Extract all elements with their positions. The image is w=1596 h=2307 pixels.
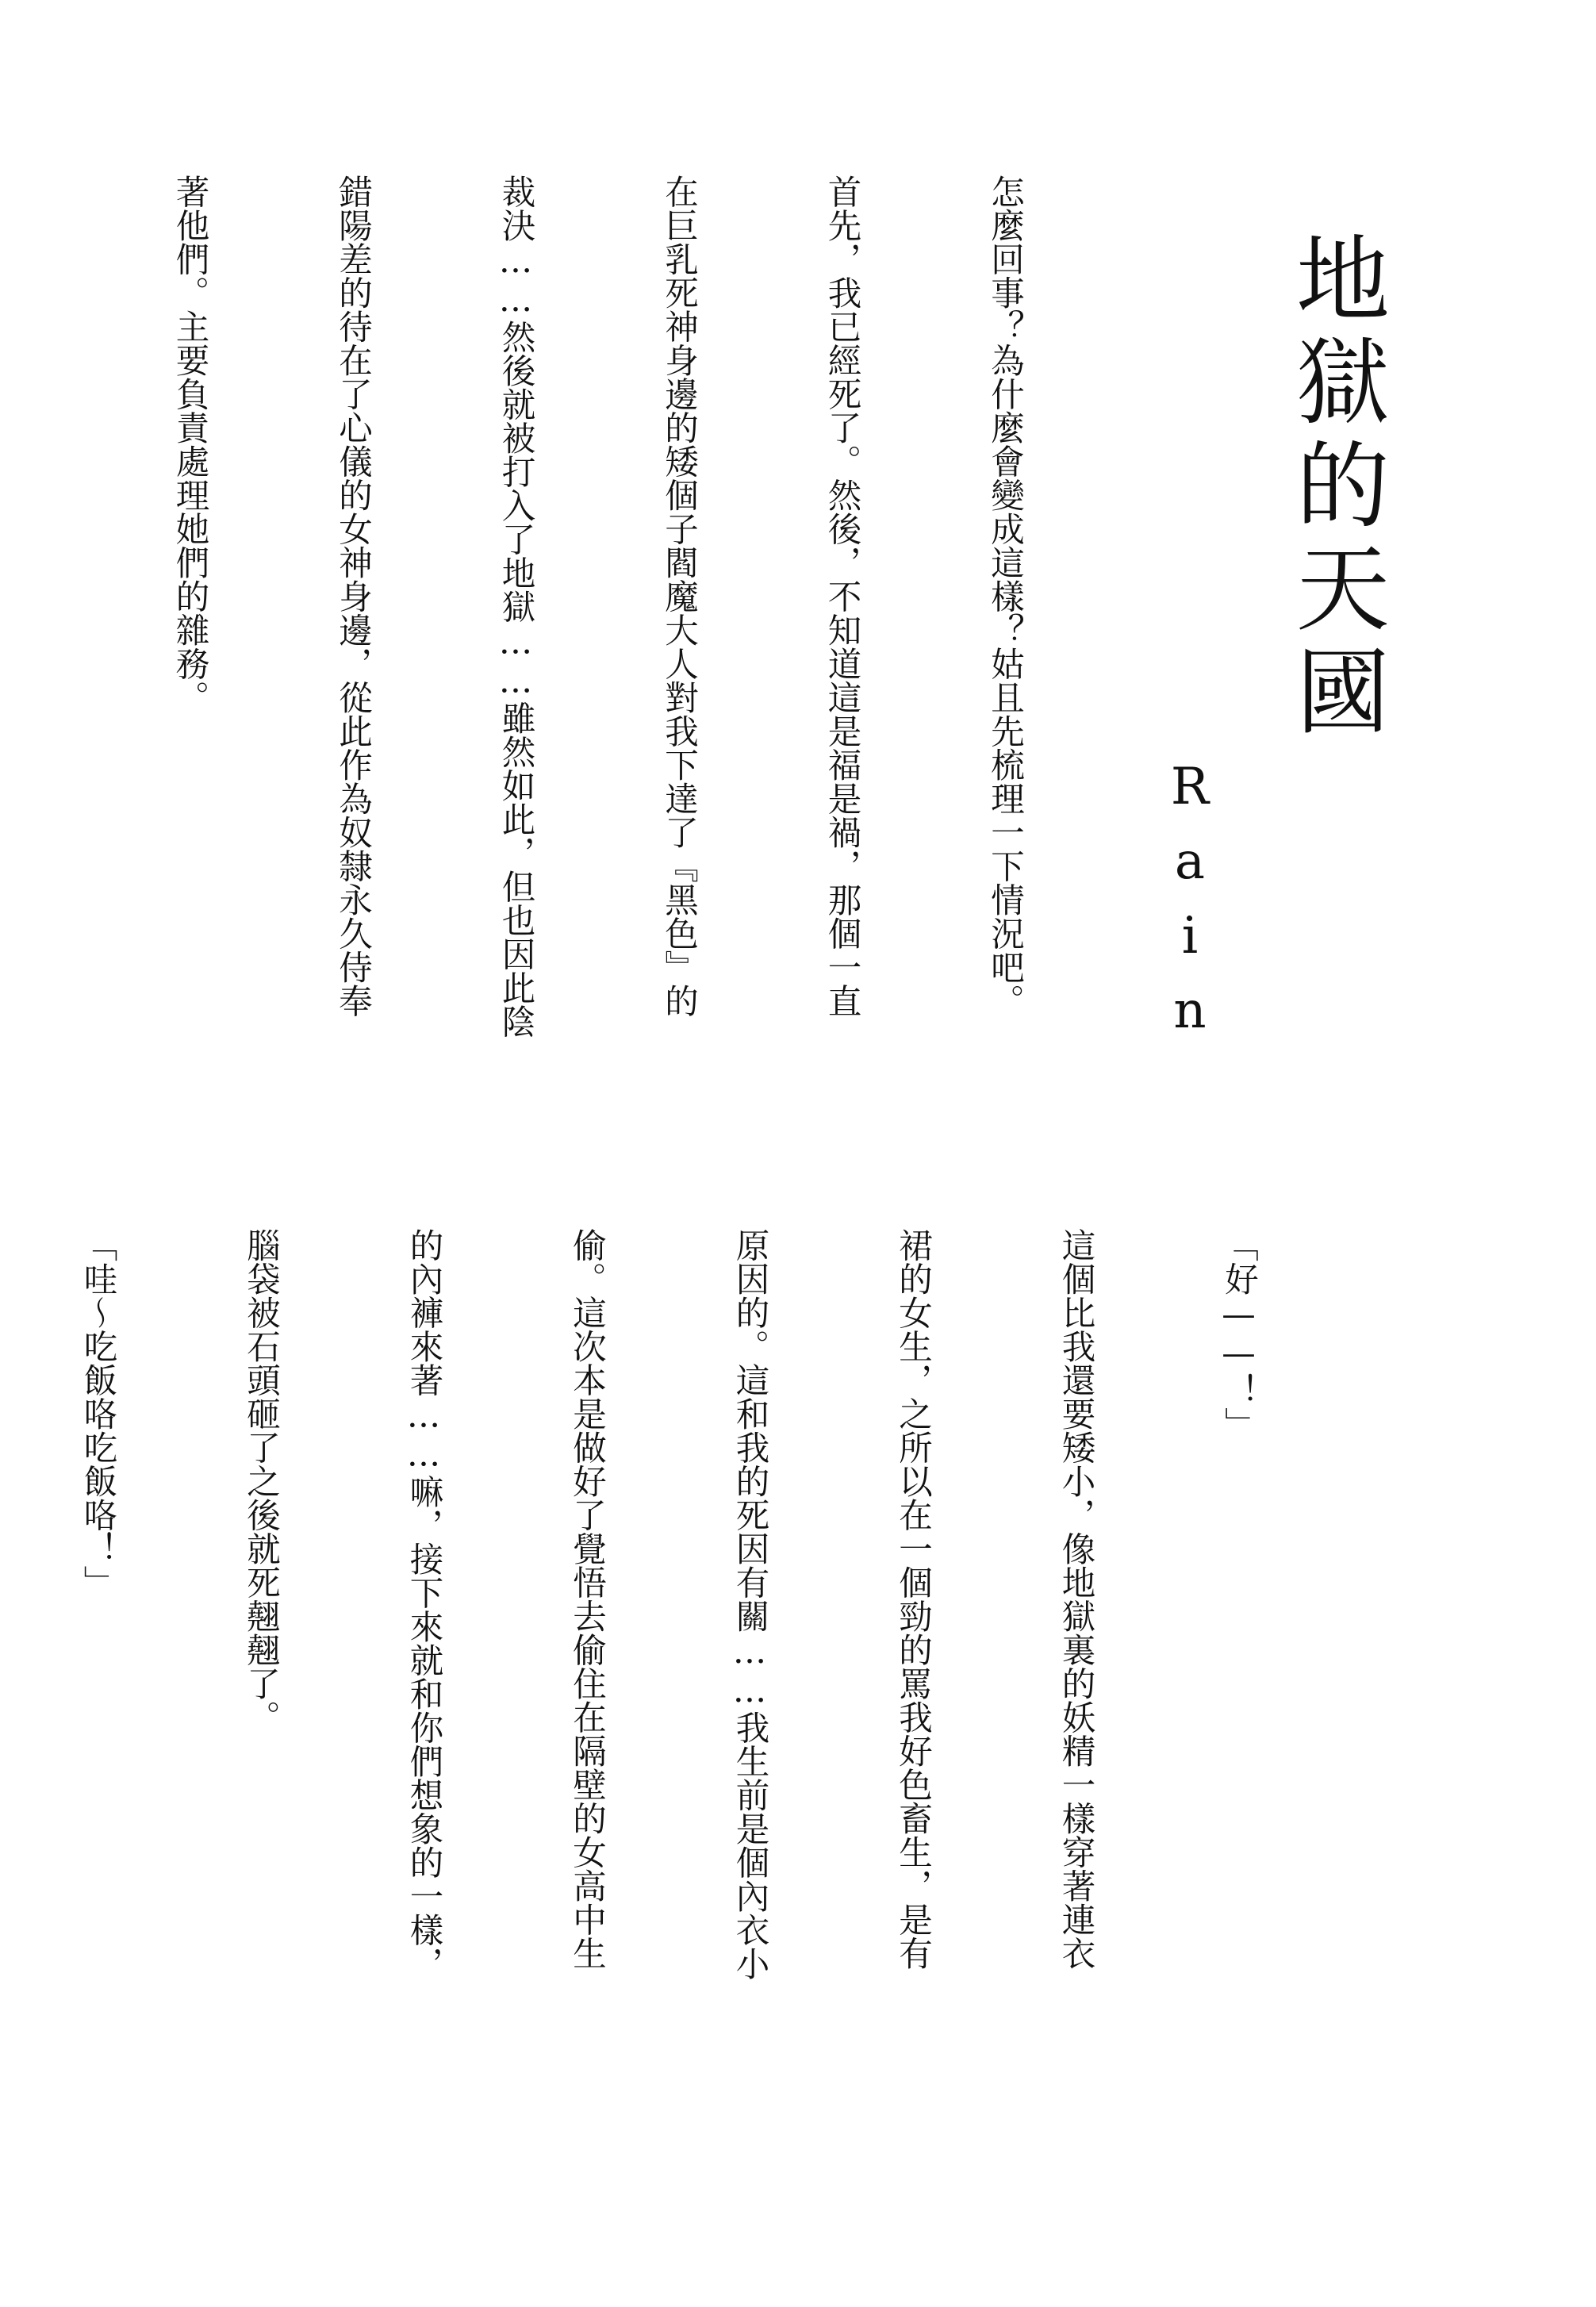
text-column: 腦袋被石頭砸了之後就死翹翹了。	[241, 1228, 280, 1734]
text-block-top	[0, 175, 1140, 1222]
text-column: 原因的。這和我的死因有關……我生前是個內衣小	[730, 1228, 769, 1980]
text-column-blank	[0, 175, 53, 1222]
text-column: 這個比我還要矮小，像地獄裏的妖精一樣穿著連衣	[1056, 1228, 1095, 1970]
text-column: 「哇～吃飯咯吃飯咯！」	[78, 1228, 117, 1599]
story-title: 地獄的天國	[1280, 230, 1390, 746]
text-column: 偷。這次本是做好了覺悟去偷住在隔壁的女高中生	[567, 1228, 606, 1970]
text-column: 裙的女生，之所以在一個勁的罵我好色畜生，是有	[893, 1228, 932, 1970]
text-column: 「好——！」	[1219, 1228, 1258, 1441]
text-column: 錯陽差的待在了心儀的女神身邊，從此作為奴隸永久侍奉	[333, 175, 372, 1018]
text-column: 首先，我已經死了。然後，不知道這是福是禍，那個一直	[822, 175, 861, 1018]
text-column: 怎麼回事？為什麼會變成這樣？姑且先梳理一下情況吧。	[985, 175, 1024, 1018]
text-block-bottom	[0, 1228, 1374, 2307]
text-column: 的內褲來著……嘛，接下來就和你們想象的一樣，	[404, 1228, 443, 1980]
text-column: 在巨乳死神身邊的矮個子閻魔大人對我下達了『黑色』的	[659, 175, 698, 1018]
text-column: 裁決……然後就被打入了地獄……雖然如此，但也因此陰	[496, 175, 535, 1038]
author-name: Rain	[1161, 758, 1219, 1056]
text-column: 著他們。主要負責處理她們的雜務。	[170, 175, 209, 714]
